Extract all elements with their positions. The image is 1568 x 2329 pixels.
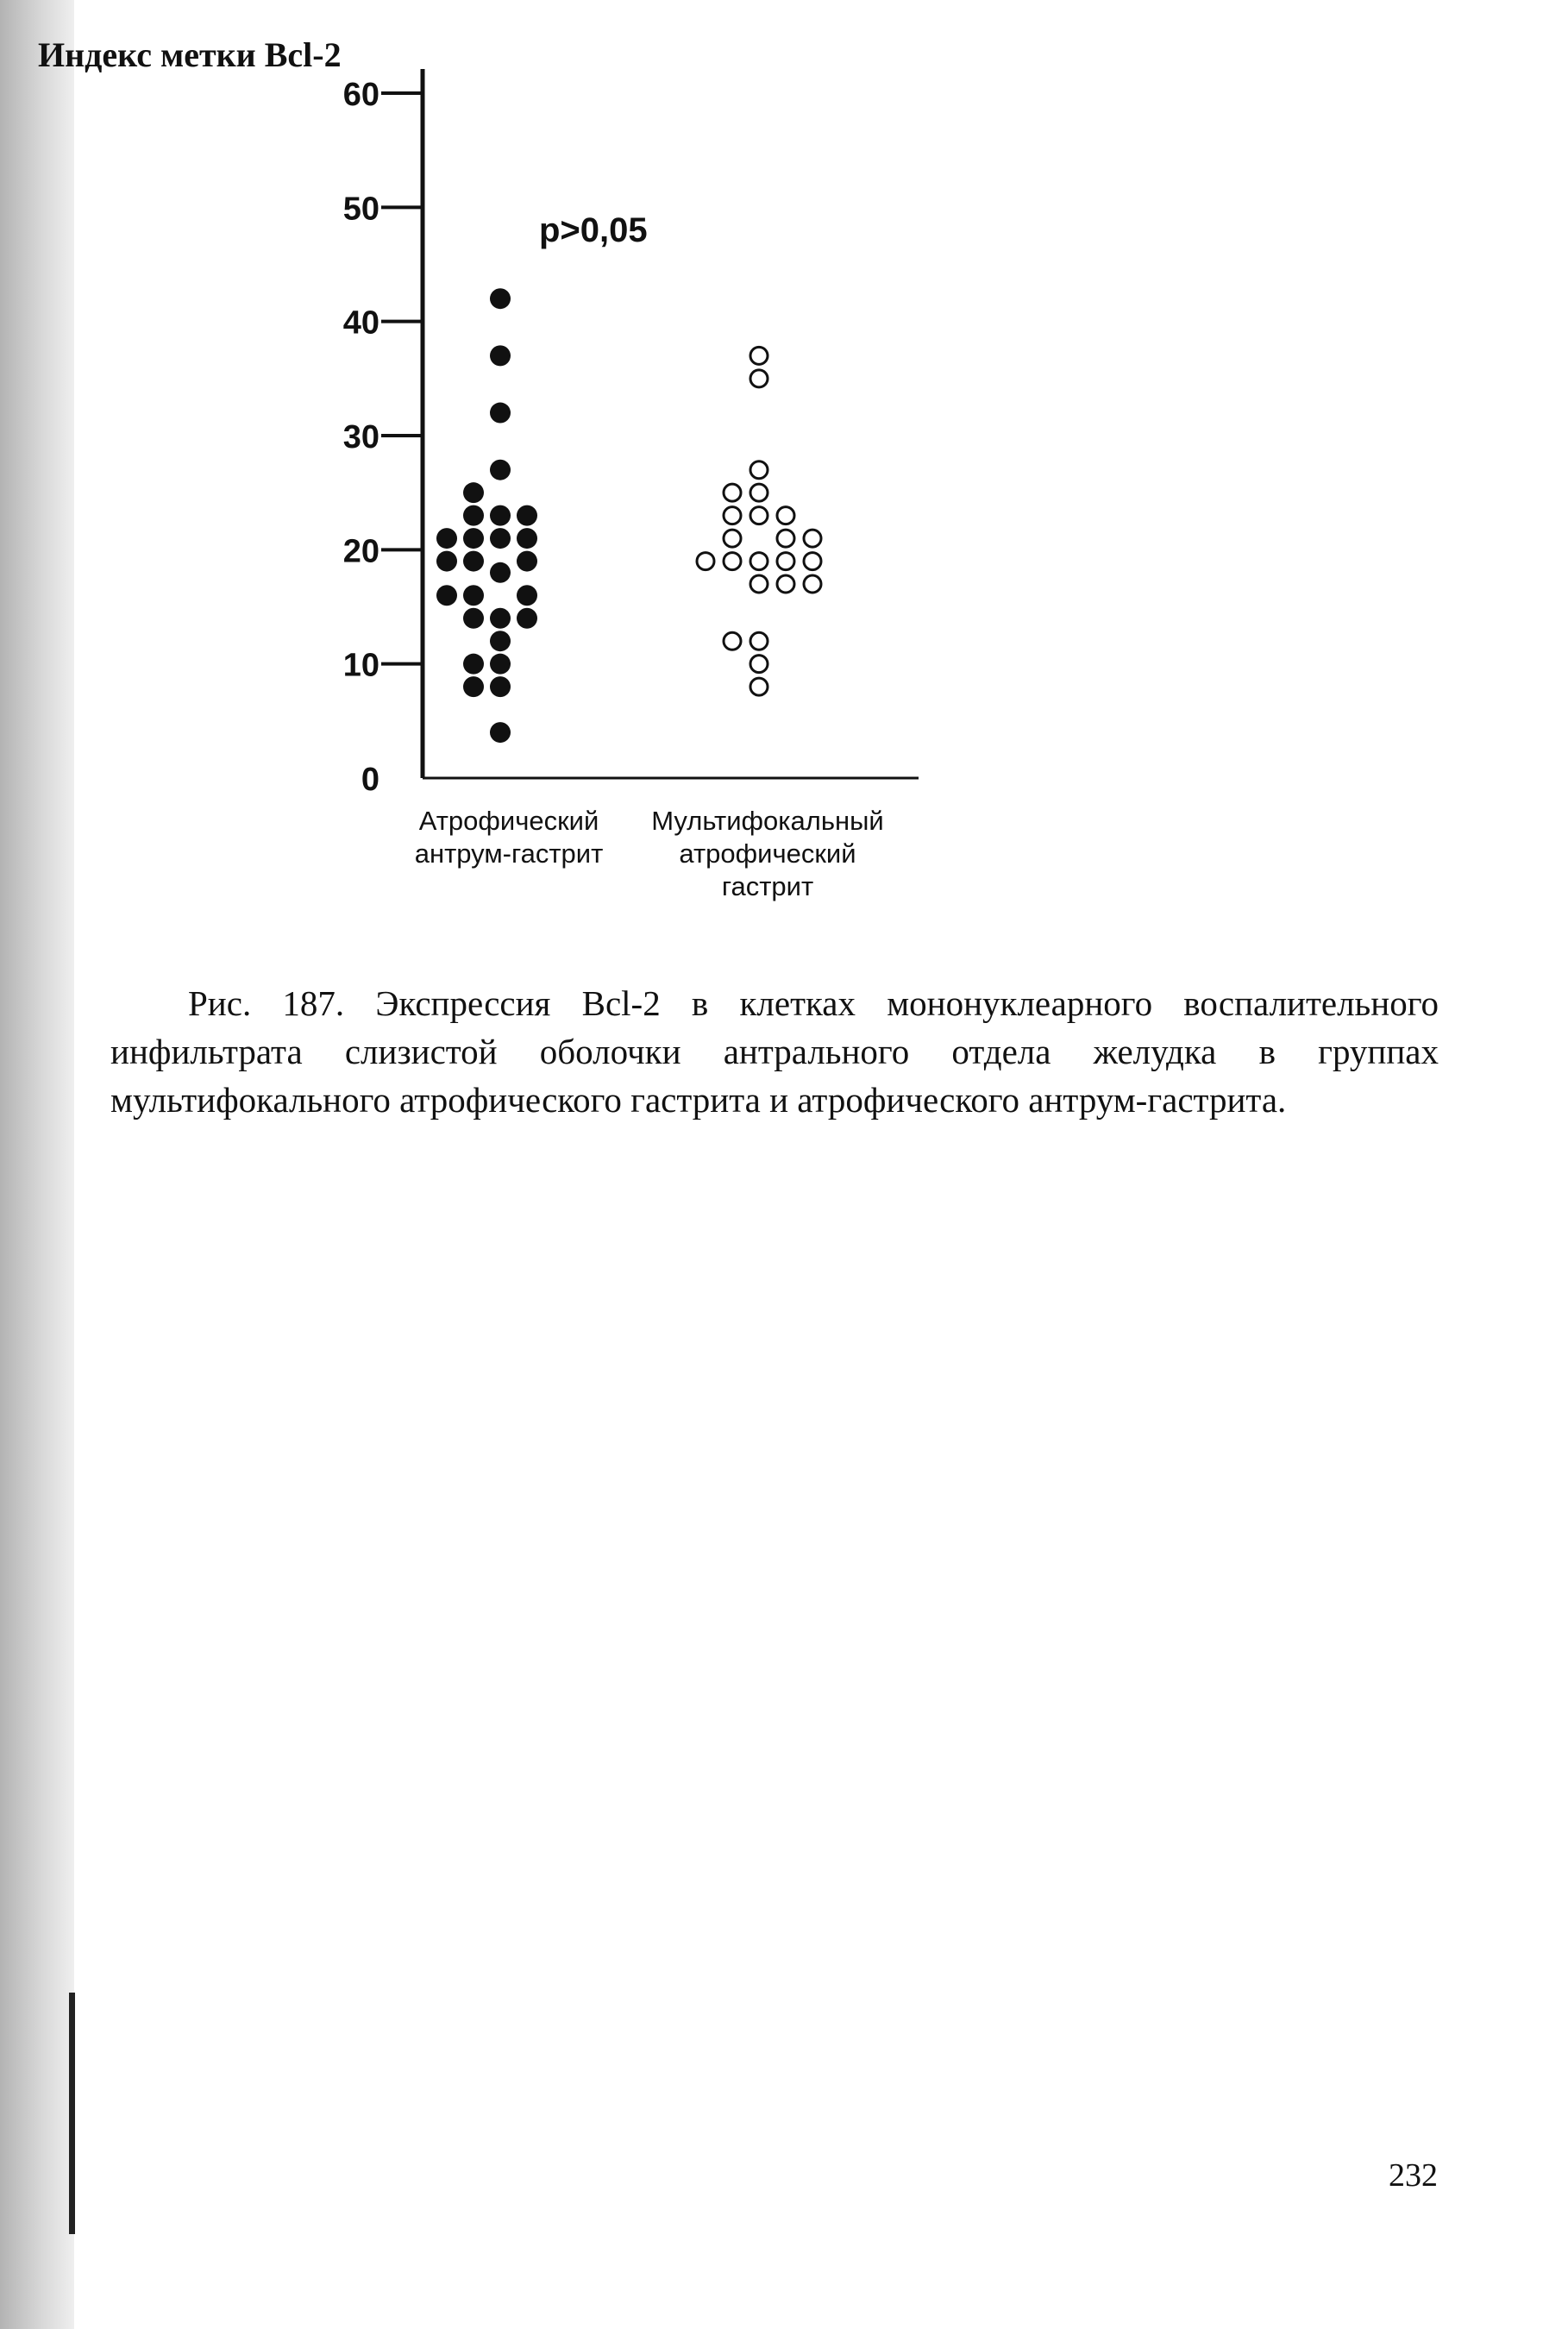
open-data-point [750, 507, 768, 524]
y-axis-label: Индекс метки Bcl-2 [38, 35, 342, 74]
filled-data-point [436, 528, 457, 549]
filled-data-point [436, 551, 457, 572]
filled-data-point [490, 460, 511, 480]
filled-data-point [463, 585, 484, 606]
open-data-point [750, 575, 768, 593]
open-data-point [724, 507, 741, 524]
y-tick-label: 50 [342, 191, 379, 228]
filled-data-point [463, 608, 484, 629]
filled-data-point [463, 676, 484, 697]
category-label: атрофический [679, 838, 856, 869]
filled-data-point [463, 482, 484, 503]
filled-data-point [490, 654, 511, 675]
y-tick-label: 40 [342, 304, 379, 342]
open-data-point [750, 461, 768, 479]
open-data-point [777, 507, 794, 524]
page-edge-line [69, 1993, 75, 2234]
y-tick-label: 30 [342, 419, 379, 455]
filled-data-point [490, 562, 511, 583]
filled-data-point [463, 528, 484, 549]
page-number: 232 [1389, 2157, 1438, 2194]
open-data-point [777, 530, 794, 547]
category-label: антрум-гастрит [414, 838, 604, 869]
filled-data-point [490, 608, 511, 629]
open-data-point [750, 553, 768, 570]
data-points [436, 288, 821, 743]
filled-data-point [463, 505, 484, 526]
filled-data-point [490, 505, 511, 526]
y-tick-label: 60 [342, 77, 379, 113]
filled-data-point [517, 585, 537, 606]
filled-data-point [517, 528, 537, 549]
open-data-point [777, 553, 794, 570]
open-data-point [724, 484, 741, 501]
filled-data-point [490, 528, 511, 549]
category-label: гастрит [721, 871, 814, 901]
open-data-point [724, 553, 741, 570]
open-data-point [804, 575, 821, 593]
category-label: Атрофический [418, 806, 599, 836]
filled-data-point [517, 551, 537, 572]
open-data-point [750, 370, 768, 387]
category-label: Мультифокальный [651, 806, 884, 836]
open-data-point [750, 347, 768, 364]
filled-data-point [517, 608, 537, 629]
category-labels [415, 806, 884, 901]
filled-data-point [490, 676, 511, 697]
open-data-point [750, 484, 768, 501]
open-data-point [777, 575, 794, 593]
open-data-point [724, 530, 741, 547]
filled-data-point [463, 654, 484, 675]
open-data-point [750, 632, 768, 650]
scatter-chart [0, 0, 1568, 932]
filled-data-point [490, 288, 511, 309]
y-ticks [343, 77, 423, 798]
y-tick-label: 0 [361, 762, 379, 798]
open-data-point [750, 678, 768, 695]
filled-data-point [436, 585, 457, 606]
open-data-point [724, 632, 741, 650]
p-value-annotation: p>0,05 [539, 211, 648, 249]
filled-data-point [490, 722, 511, 743]
open-data-point [804, 530, 821, 547]
open-data-point [804, 553, 821, 570]
filled-data-point [463, 551, 484, 572]
figure-caption: Рис. 187. Экспрессия Bcl-2 в клетках мононуклеарного воспалительного инфильтрата слизистой оболочки антрального отдела желудка в группах мультифокального атрофического гастрита и атрофического антрум-гастрита. [110, 983, 1439, 1120]
filled-data-point [490, 631, 511, 651]
y-tick-label: 10 [342, 647, 379, 684]
y-tick-label: 20 [342, 533, 379, 570]
filled-data-point [517, 505, 537, 526]
filled-data-point [490, 345, 511, 366]
filled-data-point [490, 403, 511, 424]
open-data-point [750, 656, 768, 673]
open-data-point [697, 553, 714, 570]
